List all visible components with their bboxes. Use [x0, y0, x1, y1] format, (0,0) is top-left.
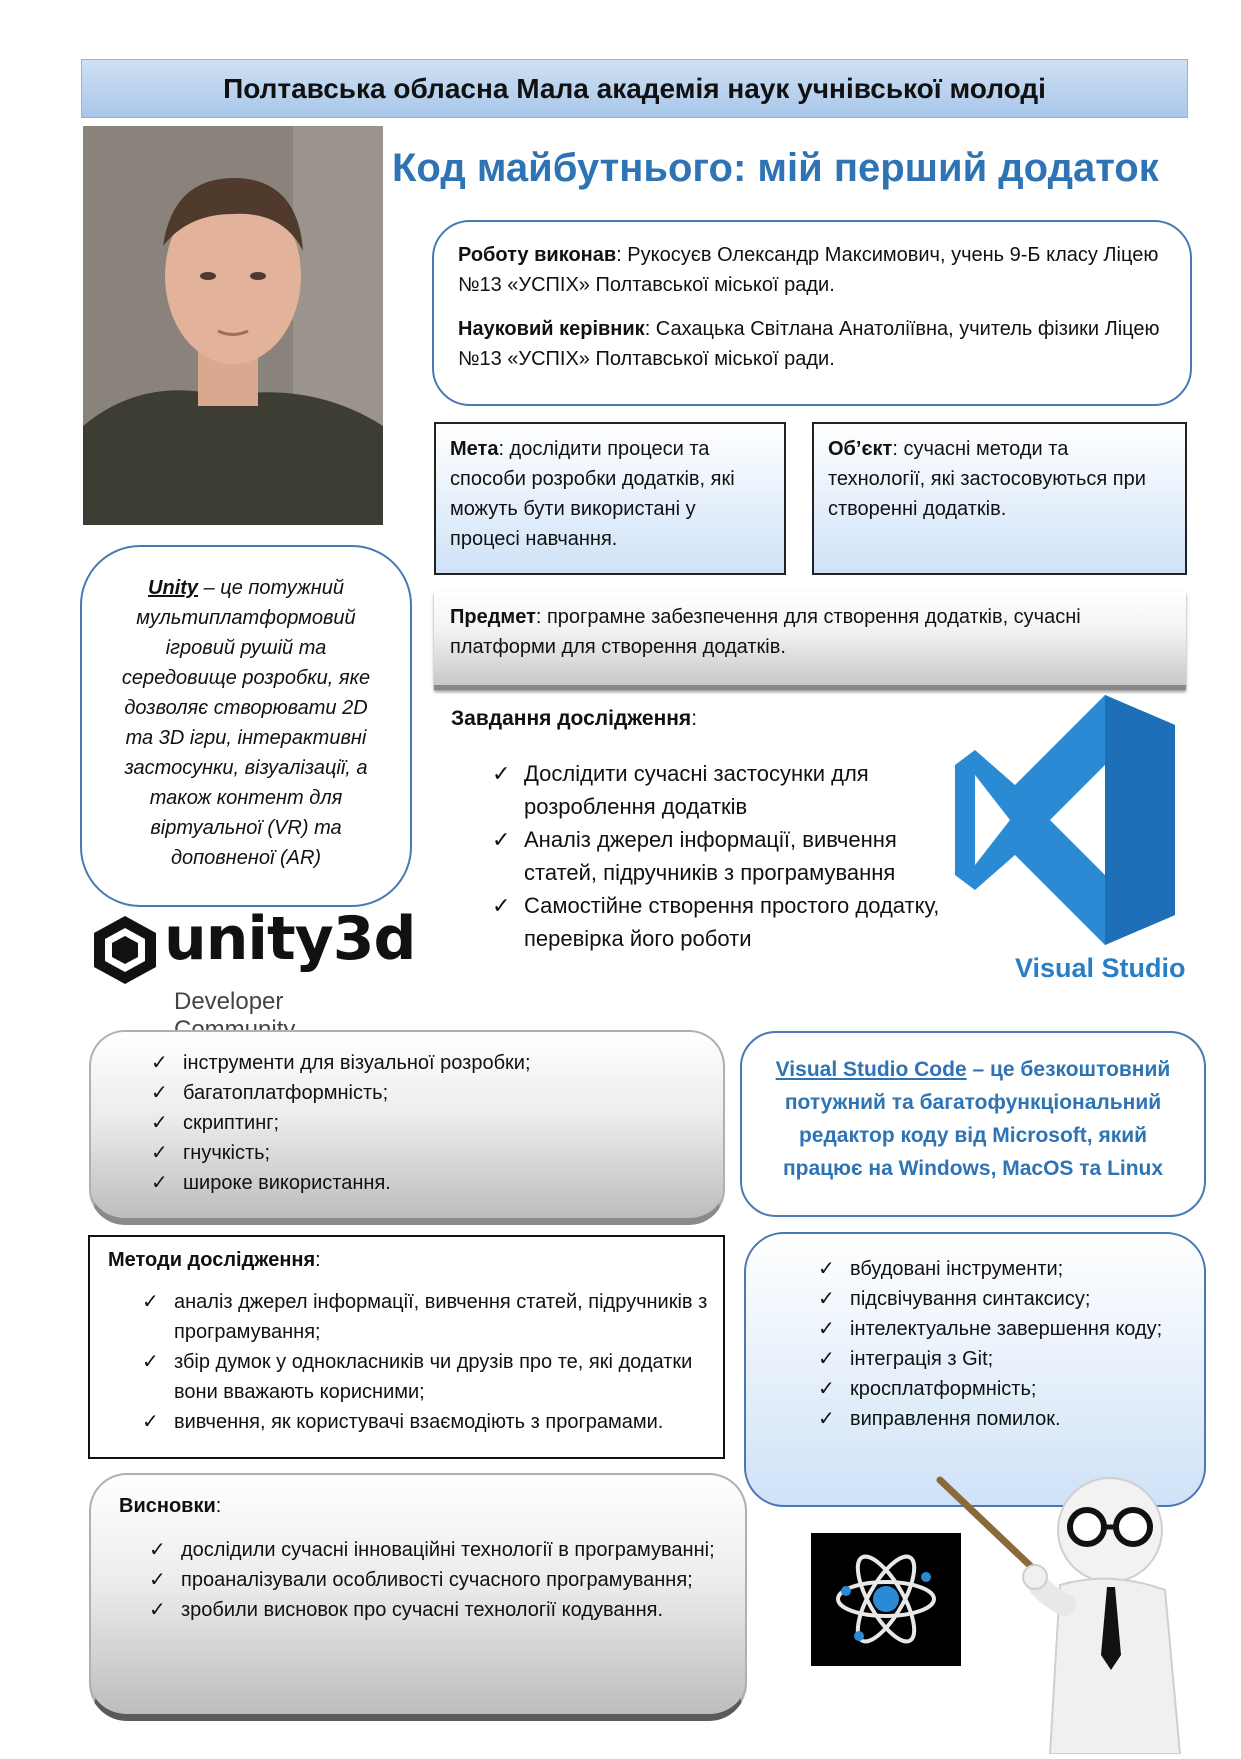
list-item: ✓ інтелектуальне завершення коду;: [814, 1314, 1164, 1344]
conclusions-title-colon: :: [215, 1495, 222, 1517]
teacher-figure-image: [935, 1455, 1235, 1754]
unity-cube-icon: [90, 914, 160, 986]
unity3d-logo: [90, 904, 416, 1020]
tasks-title: [451, 707, 697, 731]
unity-description-box: [80, 545, 412, 907]
object-label: Об’єкт: [828, 438, 893, 460]
author-photo: [83, 126, 383, 525]
vscode-features-list: [814, 1254, 1164, 1434]
supervisor-text: : Сахацька Світлана Анатоліївна, учитель фізики Ліцею №13 «УСПІХ» Полтавської міської ради.: [458, 318, 1160, 370]
goal-label: Мета: [450, 438, 499, 460]
methods-title: [104, 1245, 709, 1275]
list-item: ✓ широке використання.: [147, 1168, 667, 1198]
goal-box: [434, 422, 786, 575]
list-item: ✓ вбудовані інструменти;: [814, 1254, 1164, 1284]
list-item: ✓ скриптинг;: [147, 1108, 667, 1138]
list-item: ✓ Аналіз джерел інформації, вивчення статей, підручників з програмування: [488, 823, 958, 889]
author-info-box: [432, 220, 1192, 406]
methods-list: [104, 1287, 709, 1437]
teacher-figure-icon: [935, 1455, 1235, 1754]
conclusions-title: [115, 1491, 721, 1521]
unity-features-box: [89, 1030, 725, 1225]
list-item: ✓ збір думок у однокласників чи друзів про те, які додатки вони вважають корисними;: [138, 1347, 709, 1407]
unity-features-list: [147, 1048, 667, 1198]
header-banner: [81, 59, 1188, 118]
vscode-text: – це безкоштовний потужний та багатофункціональний редактор коду від Microsoft, який працює на Windows, MacOS та Linux: [782, 1058, 1171, 1180]
visual-studio-logo-icon: [955, 695, 1175, 945]
vscode-description-box: [740, 1031, 1206, 1217]
list-item: ✓ багатоплатформність;: [147, 1078, 667, 1108]
author-text: : Рукосуєв Олександр Максимович, учень 9-Б класу Ліцею №13 «УСПІХ» Полтавської міської ради.: [458, 244, 1159, 296]
supervisor-paragraph: [458, 314, 1166, 374]
subject-box: [434, 592, 1186, 690]
tasks-title-colon: :: [691, 707, 698, 730]
unity-text: – це потужний мультиплатформовий ігровий рушій та середовище розробки, яке дозволяє створювати 2D та 3D ігри, інтерактивні застосунки, візуалізації, а також контент для віртуальної (VR) та доповненої (AR): [121, 577, 371, 869]
list-item: ✓ підсвічування синтаксису;: [814, 1284, 1164, 1314]
author-photo-image: [83, 126, 383, 525]
methods-title-label: Методи дослідження: [108, 1249, 316, 1271]
unity3d-subtitle: Developer: [174, 988, 284, 1015]
list-item: ✓ Дослідити сучасні застосунки для розроблення додатків: [488, 757, 958, 823]
methods-box: [88, 1235, 725, 1459]
visual-studio-logo: [955, 695, 1205, 995]
supervisor-label: Науковий керівник: [458, 318, 645, 340]
list-item: ✓ дослідили сучасні інноваційні технології в програмуванні;: [145, 1535, 721, 1565]
list-item: ✓ інструменти для візуальної розробки;: [147, 1048, 667, 1078]
subject-label: Предмет: [450, 606, 536, 628]
list-item: ✓ вивчення, як користувачі взаємодіють з програмами.: [138, 1407, 709, 1437]
visual-studio-label: Visual Studio: [1015, 953, 1186, 983]
methods-title-colon: :: [315, 1249, 321, 1271]
page-title: Код майбутнього: мій перший додаток: [392, 146, 1159, 190]
object-text: : сучасні методи та технології, які застосовуються при створенні додатків.: [828, 438, 1146, 520]
tasks-title-label: Завдання дослідження: [451, 707, 692, 730]
list-item: ✓ інтеграція з Git;: [814, 1344, 1164, 1374]
list-item: ✓ проаналізували особливості сучасного програмування;: [145, 1565, 721, 1595]
tasks-list: [488, 757, 958, 955]
list-item: ✓ Самостійне створення простого додатку, перевірка його роботи: [488, 889, 958, 955]
list-item: ✓ зробили висновок про сучасні технології кодування.: [145, 1595, 721, 1625]
conclusions-title-label: Висновки: [119, 1495, 216, 1517]
conclusions-list: [115, 1535, 721, 1625]
list-item: ✓ виправлення помилок.: [814, 1404, 1164, 1434]
goal-text: : дослідити процеси та способи розробки додатків, які можуть бути використані у процесі навчання.: [450, 438, 735, 550]
subject-text: : програмне забезпечення для створення додатків, сучасні платформи для створення додатків.: [450, 606, 1081, 658]
author-paragraph: [458, 240, 1166, 300]
vscode-name: Visual Studio Code: [775, 1058, 967, 1081]
unity-name: Unity: [148, 577, 199, 599]
author-label: Роботу виконав: [458, 244, 617, 266]
object-box: [812, 422, 1187, 575]
conclusions-box: [89, 1473, 747, 1721]
list-item: ✓ гнучкість;: [147, 1138, 667, 1168]
unity3d-wordmark: unity3d: [164, 904, 416, 974]
list-item: ✓ аналіз джерел інформації, вивчення статей, підручників з програмування;: [138, 1287, 709, 1347]
list-item: ✓ кросплатформність;: [814, 1374, 1164, 1404]
header-title: Полтавська обласна Мала академія наук учнівської молоді: [223, 72, 1046, 104]
